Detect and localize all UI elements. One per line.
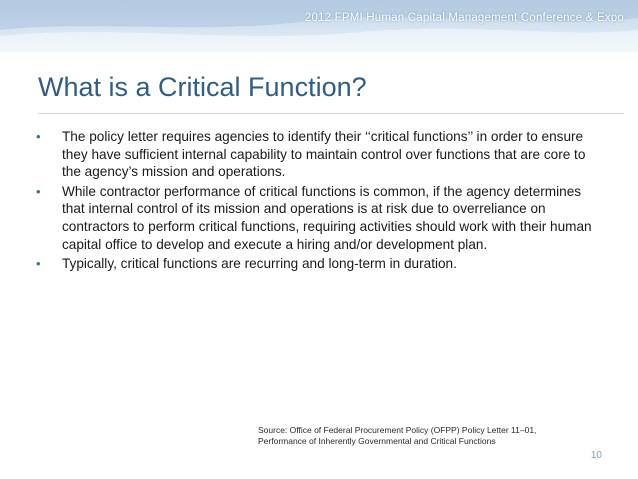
bullet-item [36,183,606,253]
bullet-text: While contractor performance of critical functions is common, if the agency determines that internal control of its mission and operations is at risk due to overreliance on contractors to perform critical functions, requiring activities should work with their human capital office to develop and execute a hiring and/or development plan. [62,183,592,252]
source-line-2: Performance of Inherently Governmental and Critical Functions [258,436,496,446]
bullet-icon: • [36,183,41,199]
source-citation [258,425,618,447]
bullet-item [36,128,606,181]
title-divider [38,113,624,114]
bullet-list [36,128,606,275]
banner-wave-decoration [0,0,638,52]
source-line-1: Source: Office of Federal Procurement Policy (OFPP) Policy Letter 11–01, [258,425,537,435]
bullet-text: Typically, critical functions are recurring and long-term in duration. [62,256,457,272]
conference-title: 2012 FPMI Human Capital Management Conference & Expo [304,12,624,24]
bullet-item [36,255,606,273]
page-number: 10 [590,450,602,461]
bullet-text: The policy letter requires agencies to identify their ‘‘critical functions’’ in order to ensure they have sufficient internal capability to maintain control over functions that are core to the agency’s mission and operations. [62,129,586,180]
bullet-icon: • [36,256,41,272]
slide-title: What is a Critical Function? [38,72,367,102]
header-banner [0,0,638,52]
bullet-icon: • [36,129,41,144]
